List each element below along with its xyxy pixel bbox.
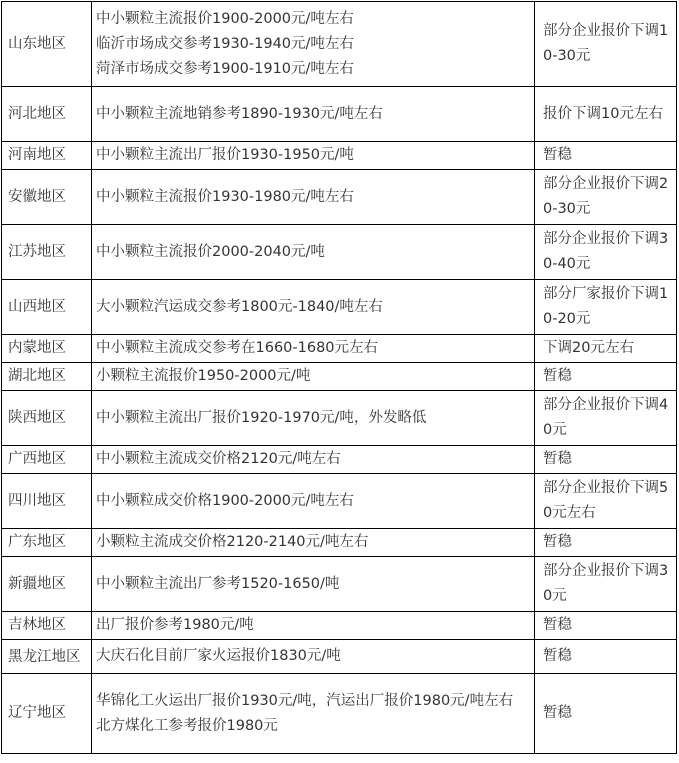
table-row [2, 170, 677, 225]
price-line: 大庆石化目前厂家火运报价1830元/吨 [96, 648, 341, 664]
price-cell [92, 674, 535, 754]
price-cell [92, 557, 535, 612]
table-row [2, 474, 677, 529]
price-line: 出厂报价参考1980元/吨 [96, 617, 254, 633]
table-row [2, 280, 677, 335]
price-line: 中小颗粒主流报价1900-2000元/吨左右 [96, 10, 354, 27]
price-line: 临沂市场成交参考1930-1940元/吨左右 [96, 35, 354, 52]
table-row [2, 640, 677, 674]
change-cell: 暂稳 [535, 612, 677, 640]
table-row [2, 529, 677, 557]
price-cell [92, 87, 535, 142]
table-row [2, 225, 677, 280]
region-cell: 黑龙江地区 [2, 640, 92, 674]
price-line: 大小颗粒汽运成交参考1800元-1840/吨左右 [96, 298, 383, 315]
table-row [2, 557, 677, 612]
change-cell: 部分企业报价下调10-30元 [535, 2, 677, 87]
price-cell [92, 363, 535, 391]
region-cell: 内蒙地区 [2, 335, 92, 363]
change-cell: 部分企业报价下调40元 [535, 391, 677, 446]
table-row [2, 612, 677, 640]
price-cell [92, 170, 535, 225]
price-line: 小颗粒主流报价1950-2000元/吨 [96, 368, 311, 384]
price-cell [92, 612, 535, 640]
price-line: 中小颗粒主流成交参考在1660-1680元左右 [96, 340, 379, 356]
price-line: 中小颗粒成交价格1900-2000元/吨左右 [96, 492, 354, 509]
table-row [2, 142, 677, 170]
table-row [2, 674, 677, 754]
change-cell: 暂稳 [535, 674, 677, 754]
table-row [2, 335, 677, 363]
price-cell [92, 391, 535, 446]
region-cell: 广东地区 [2, 529, 92, 557]
price-line: 北方煤化工参考报价1980元 [96, 717, 278, 734]
region-cell: 河北地区 [2, 87, 92, 142]
price-line: 中小颗粒主流出厂参考1520-1650/吨 [96, 575, 340, 592]
region-cell: 陕西地区 [2, 391, 92, 446]
region-cell: 四川地区 [2, 474, 92, 529]
price-line: 小颗粒主流成交价格2120-2140元/吨左右 [96, 534, 369, 550]
price-cell [92, 280, 535, 335]
table-row [2, 363, 677, 391]
price-cell [92, 474, 535, 529]
region-cell: 湖北地区 [2, 363, 92, 391]
price-line: 菏泽市场成交参考1900-1910元/吨左右 [96, 60, 354, 77]
change-cell: 暂稳 [535, 142, 677, 170]
change-cell: 暂稳 [535, 529, 677, 557]
price-line: 中小颗粒主流成交价格2120元/吨左右 [96, 451, 341, 467]
price-cell [92, 225, 535, 280]
region-cell: 新疆地区 [2, 557, 92, 612]
price-line: 中小颗粒主流报价2000-2040元/吨 [96, 243, 325, 260]
region-cell: 吉林地区 [2, 612, 92, 640]
region-cell: 山西地区 [2, 280, 92, 335]
region-cell: 山东地区 [2, 2, 92, 87]
table-row [2, 87, 677, 142]
change-cell: 部分企业报价下调30元 [535, 557, 677, 612]
change-cell: 部分企业报价下调30-40元 [535, 225, 677, 280]
region-cell: 江苏地区 [2, 225, 92, 280]
table-row [2, 446, 677, 474]
price-line: 中小颗粒主流出厂报价1920-1970元/吨，外发略低 [96, 409, 427, 426]
change-cell: 下调20元左右 [535, 335, 677, 363]
price-line: 华锦化工火运出厂报价1930元/吨，汽运出厂报价1980元/吨左右 [96, 692, 514, 709]
table-row [2, 391, 677, 446]
price-table [1, 1, 677, 754]
price-cell [92, 335, 535, 363]
change-cell: 暂稳 [535, 363, 677, 391]
price-line: 中小颗粒主流出厂报价1930-1950元/吨 [96, 147, 354, 163]
change-cell: 部分厂家报价下调10-20元 [535, 280, 677, 335]
price-cell [92, 640, 535, 674]
price-cell [92, 142, 535, 170]
change-cell: 报价下调10元左右 [535, 87, 677, 142]
price-cell [92, 2, 535, 87]
change-cell: 暂稳 [535, 446, 677, 474]
region-cell: 辽宁地区 [2, 674, 92, 754]
price-cell [92, 529, 535, 557]
region-cell: 安徽地区 [2, 170, 92, 225]
region-cell: 河南地区 [2, 142, 92, 170]
price-line: 中小颗粒主流报价1930-1980元/吨左右 [96, 188, 354, 205]
change-cell: 部分企业报价下调20-30元 [535, 170, 677, 225]
price-cell [92, 446, 535, 474]
change-cell: 暂稳 [535, 640, 677, 674]
region-cell: 广西地区 [2, 446, 92, 474]
table-row [2, 2, 677, 87]
price-line: 中小颗粒主流地销参考1890-1930元/吨左右 [96, 105, 383, 122]
change-cell: 部分企业报价下调50元左右 [535, 474, 677, 529]
